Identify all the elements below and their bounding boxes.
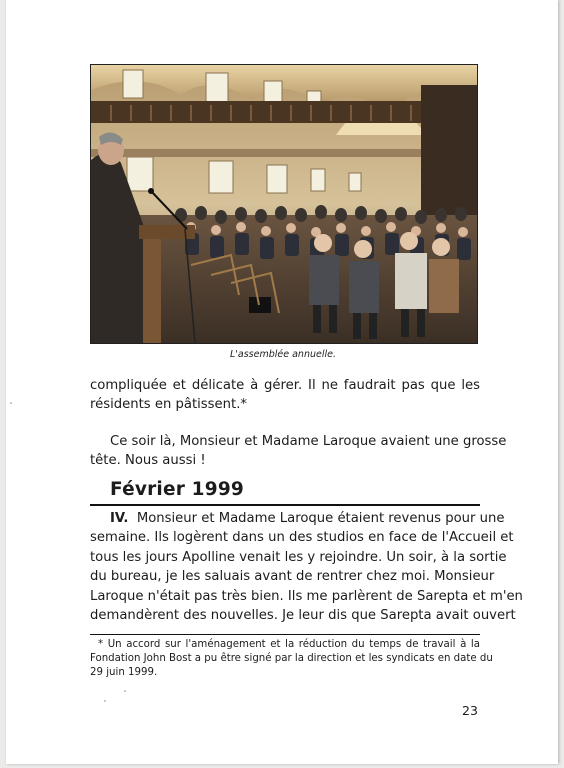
text-line: compliquée et délicate à gérer. Il ne faudrait pas que les xyxy=(90,378,480,393)
assembly-hall-photo xyxy=(91,65,477,343)
text-line: Ce soir là, Monsieur et Madame Laroque avaient une grosse xyxy=(110,434,507,449)
text-line: du bureau, je les saluais avant de rentrer chez moi. Monsieur xyxy=(90,569,495,585)
photo-caption: L'assemblée annuelle. xyxy=(230,349,336,360)
book-page xyxy=(6,0,558,764)
paper-speck xyxy=(10,402,12,404)
text-line: semaine. Ils logèrent dans un des studios en face de l'Accueil et xyxy=(90,530,514,546)
paragraph-section-iv xyxy=(90,509,523,625)
text-line: tête. Nous aussi ! xyxy=(90,453,206,468)
paragraph-continuation xyxy=(90,376,480,414)
paragraph-evening xyxy=(90,432,507,470)
footnote-line: Fondation John Bost a pu être signé par la direction et les syndicats en date du xyxy=(90,653,493,664)
assembly-photo xyxy=(90,64,478,344)
heading-underline xyxy=(90,504,480,506)
page-number: 23 xyxy=(462,703,478,718)
section-heading: Février 1999 xyxy=(110,479,244,500)
text-line-content: Monsieur et Madame Laroque étaient revenus pour une xyxy=(136,511,505,526)
footnote-line: * Un accord sur l'aménagement et la réduction du temps de travail à la xyxy=(98,639,480,650)
text-line: résidents en pâtissent.* xyxy=(90,397,247,412)
footnote xyxy=(90,638,493,680)
footnote-line: 29 juin 1999. xyxy=(90,667,158,678)
paper-speck xyxy=(104,700,106,702)
text-line xyxy=(90,509,505,528)
text-line: Laroque n'était pas très bien. Ils me parlèrent de Sarepta et m'en xyxy=(90,588,523,604)
text-line: demandèrent des nouvelles. Je leur dis que Sarepta avait ouvert xyxy=(90,608,516,624)
footnote-rule xyxy=(90,634,480,635)
text-line: tous les jours Apolline venait les y rejoindre. Un soir, à la sortie xyxy=(90,549,507,565)
paper-speck xyxy=(124,690,126,692)
roman-numeral: IV. xyxy=(110,511,129,526)
